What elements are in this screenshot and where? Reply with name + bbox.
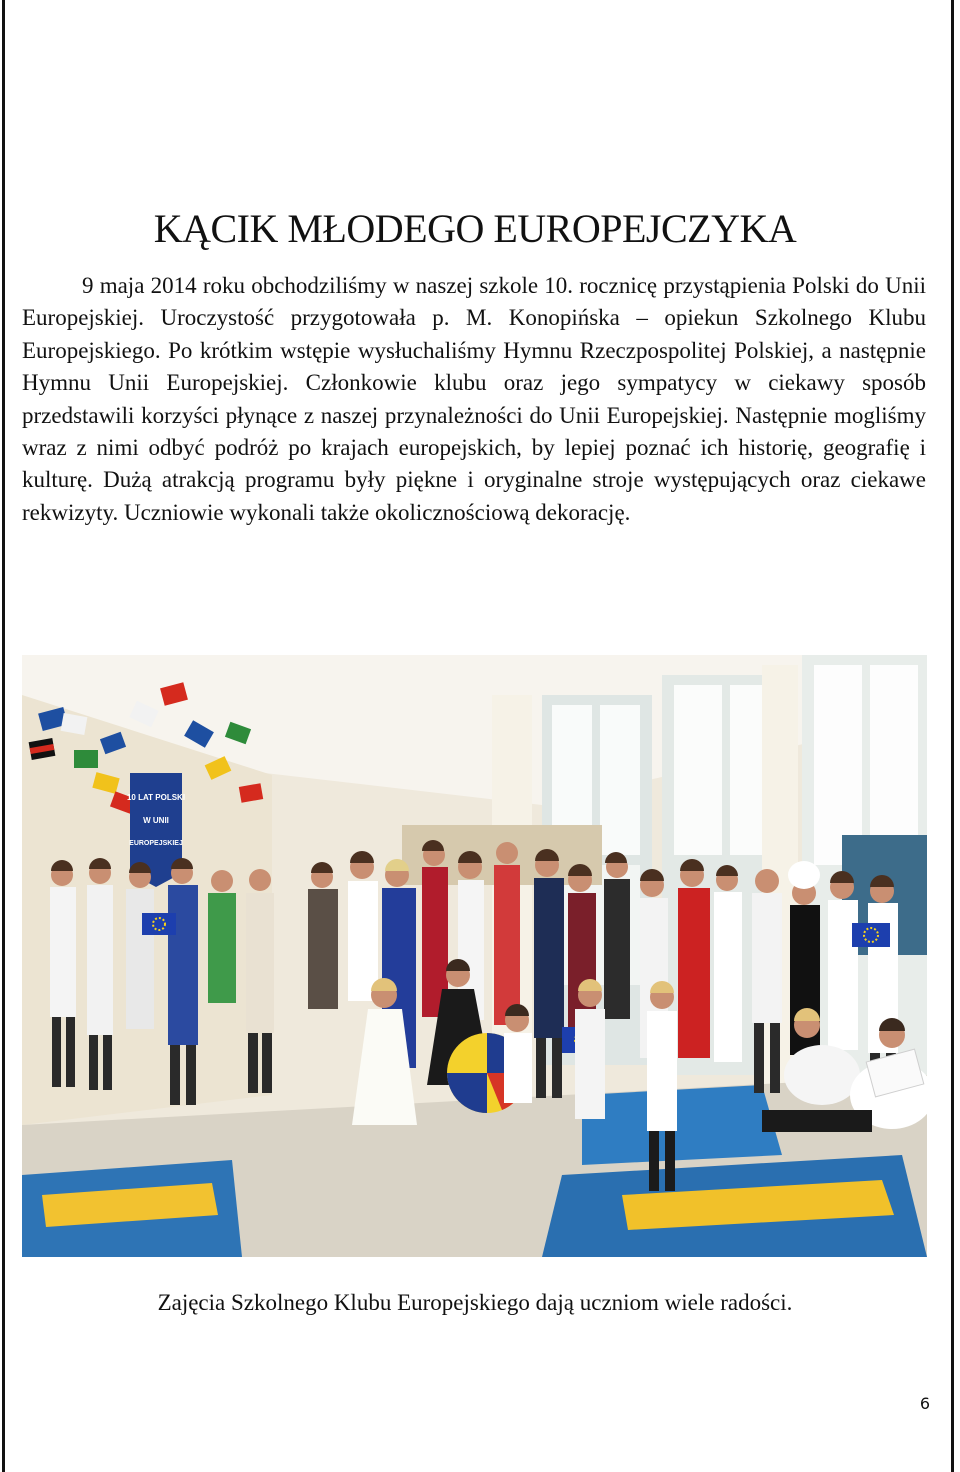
banner-line-1: 10 LAT POLSKI bbox=[126, 793, 186, 802]
banner-line-3: EUROPEJSKIEJ bbox=[129, 840, 183, 847]
photo-caption: Zajęcia Szkolnego Klubu Europejskiego dają uczniom wiele radości. bbox=[157, 1290, 793, 1315]
page-number: 6 bbox=[919, 1394, 930, 1413]
banner-line-2: W UNII bbox=[143, 816, 169, 825]
group-photo bbox=[22, 655, 927, 1257]
article-body bbox=[22, 270, 926, 529]
page-border-right bbox=[951, 0, 954, 1472]
page-title: KĄCIK MŁODEGO EUROPEJCZYKA bbox=[153, 205, 797, 251]
article-paragraph: 9 maja 2014 roku obchodziliśmy w naszej szkole 10. rocznicę przystąpienia Polski do Unii Europejskiej. Uroczystość przygotowała p. M. Konopińska – opiekun Szkolnego Klubu Europejskiego. Po krótkim wstępie wysłuchaliśmy Hymnu Rzeczpospolitej Polskiej, a następnie Hymnu Unii Europejskiej. Członkowie klubu oraz jego sympatycy w ciekawy sposób przedstawili korzyści płynące z naszej przynależności do Unii Europejskiej. Następnie mogliśmy wraz z nimi odbyć podróż po krajach europejskich, by lepiej poznać ich historię, geografię i kulturę. Dużą atrakcją programu były piękne i oryginalne stroje występujących oraz ciekawe rekwizyty. Uczniowie wykonali także okolicznościową dekorację. bbox=[22, 273, 926, 525]
